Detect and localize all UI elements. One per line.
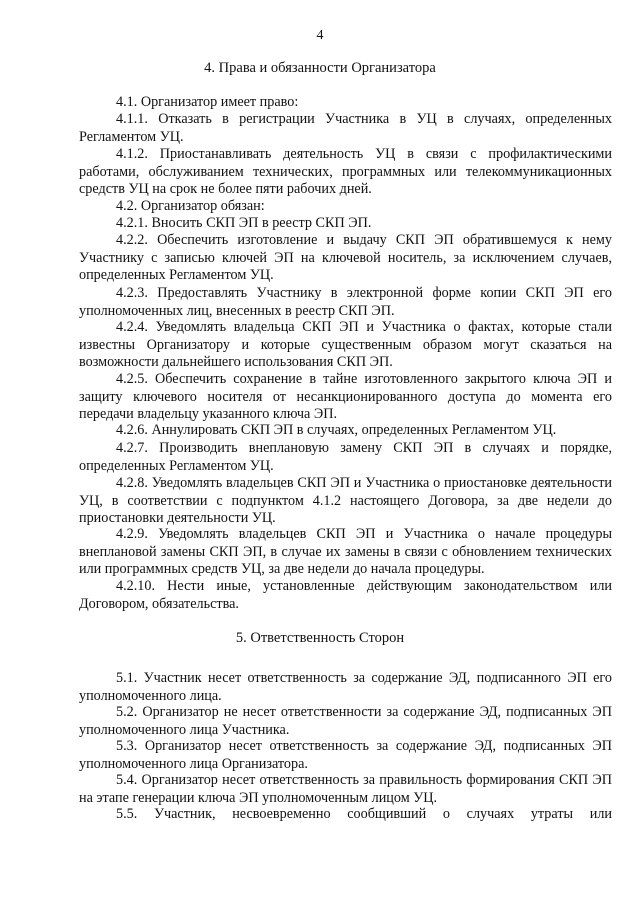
paragraph-4-2-4: 4.2.4. Уведомлять владельца СКП ЭП и Участника о фактах, которые стали известны Организатору и которые существенным образом могут сказаться на возможности дальнейшего использования СКП ЭП. (79, 319, 612, 371)
paragraph-5-1: 5.1. Участник несет ответственность за содержание ЭД, подписанного ЭП его уполномоченного лица. (79, 670, 612, 704)
paragraph-5-5: 5.5. Участник, несвоевременно сообщивший о случаях утраты или (116, 806, 612, 822)
paragraph-4-2-1: 4.2.1. Вносить СКП ЭП в реестр СКП ЭП. (116, 215, 372, 231)
paragraph-5-4: 5.4. Организатор несет ответственность за правильность формирования СКП ЭП на этапе генерации ключа ЭП уполномоченным лицом УЦ. (79, 772, 612, 806)
paragraph-4-2-3: 4.2.3. Предоставлять Участнику в электронной форме копии СКП ЭП его уполномоченных лиц, внесенных в реестр СКП ЭП. (79, 285, 612, 319)
paragraph-4-2-10: 4.2.10. Нести иные, установленные действующим законодательством или Договором, обязательства. (79, 578, 612, 612)
paragraph-4-2-9: 4.2.9. Уведомлять владельцев СКП ЭП и Участника о начале процедуры внеплановой замены СКП ЭП, в случае их замены в связи с обновлением технических или программных средств УЦ, за две недели до начала процедуры. (79, 526, 612, 578)
paragraph-4-2-5: 4.2.5. Обеспечить сохранение в тайне изготовленного закрытого ключа ЭП и защиту ключевого носителя от несанкционированного доступа до момента его передачи владельцу указанного ключа ЭП. (79, 371, 612, 423)
section-4-title: 4. Права и обязанности Организатора (204, 60, 436, 76)
paragraph-4-2: 4.2. Организатор обязан: (116, 198, 265, 214)
page-number: 4 (316, 28, 324, 43)
paragraph-5-2: 5.2. Организатор не несет ответственности за содержание ЭД, подписанных ЭП уполномоченного лица Участника. (79, 704, 612, 738)
paragraph-4-2-8: 4.2.8. Уведомлять владельцев СКП ЭП и Участника о приостановке деятельности УЦ, в соответствии с подпунктом 4.1.2 настоящего Договора, за две недели до приостановки деятельности УЦ. (79, 475, 612, 527)
paragraph-4-2-2: 4.2.2. Обеспечить изготовление и выдачу СКП ЭП обратившемуся к нему Участнику с записью ключей ЭП на ключевой носитель, за исключением случаев, определенных Регламентом УЦ. (79, 232, 612, 284)
paragraph-5-3: 5.3. Организатор несет ответственность за содержание ЭД, подписанных ЭП уполномоченного лица Организатора. (79, 738, 612, 772)
paragraph-4-1: 4.1. Организатор имеет право: (116, 94, 299, 110)
paragraph-4-2-6: 4.2.6. Аннулировать СКП ЭП в случаях, определенных Регламентом УЦ. (116, 422, 557, 438)
paragraph-4-1-2: 4.1.2. Приостанавливать деятельность УЦ в связи с профилактическими работами, обслуживанием технических, программных или телекоммуникационных средств УЦ на срок не более пяти рабочих дней. (79, 146, 612, 198)
section-5-title: 5. Ответственность Сторон (235, 630, 405, 646)
paragraph-4-1-1: 4.1.1. Отказать в регистрации Участника в УЦ в случаях, определенных Регламентом УЦ. (79, 111, 612, 145)
paragraph-4-2-7: 4.2.7. Производить внеплановую замену СКП ЭП в случаях и порядке, определенных Регламентом УЦ. (79, 440, 612, 474)
